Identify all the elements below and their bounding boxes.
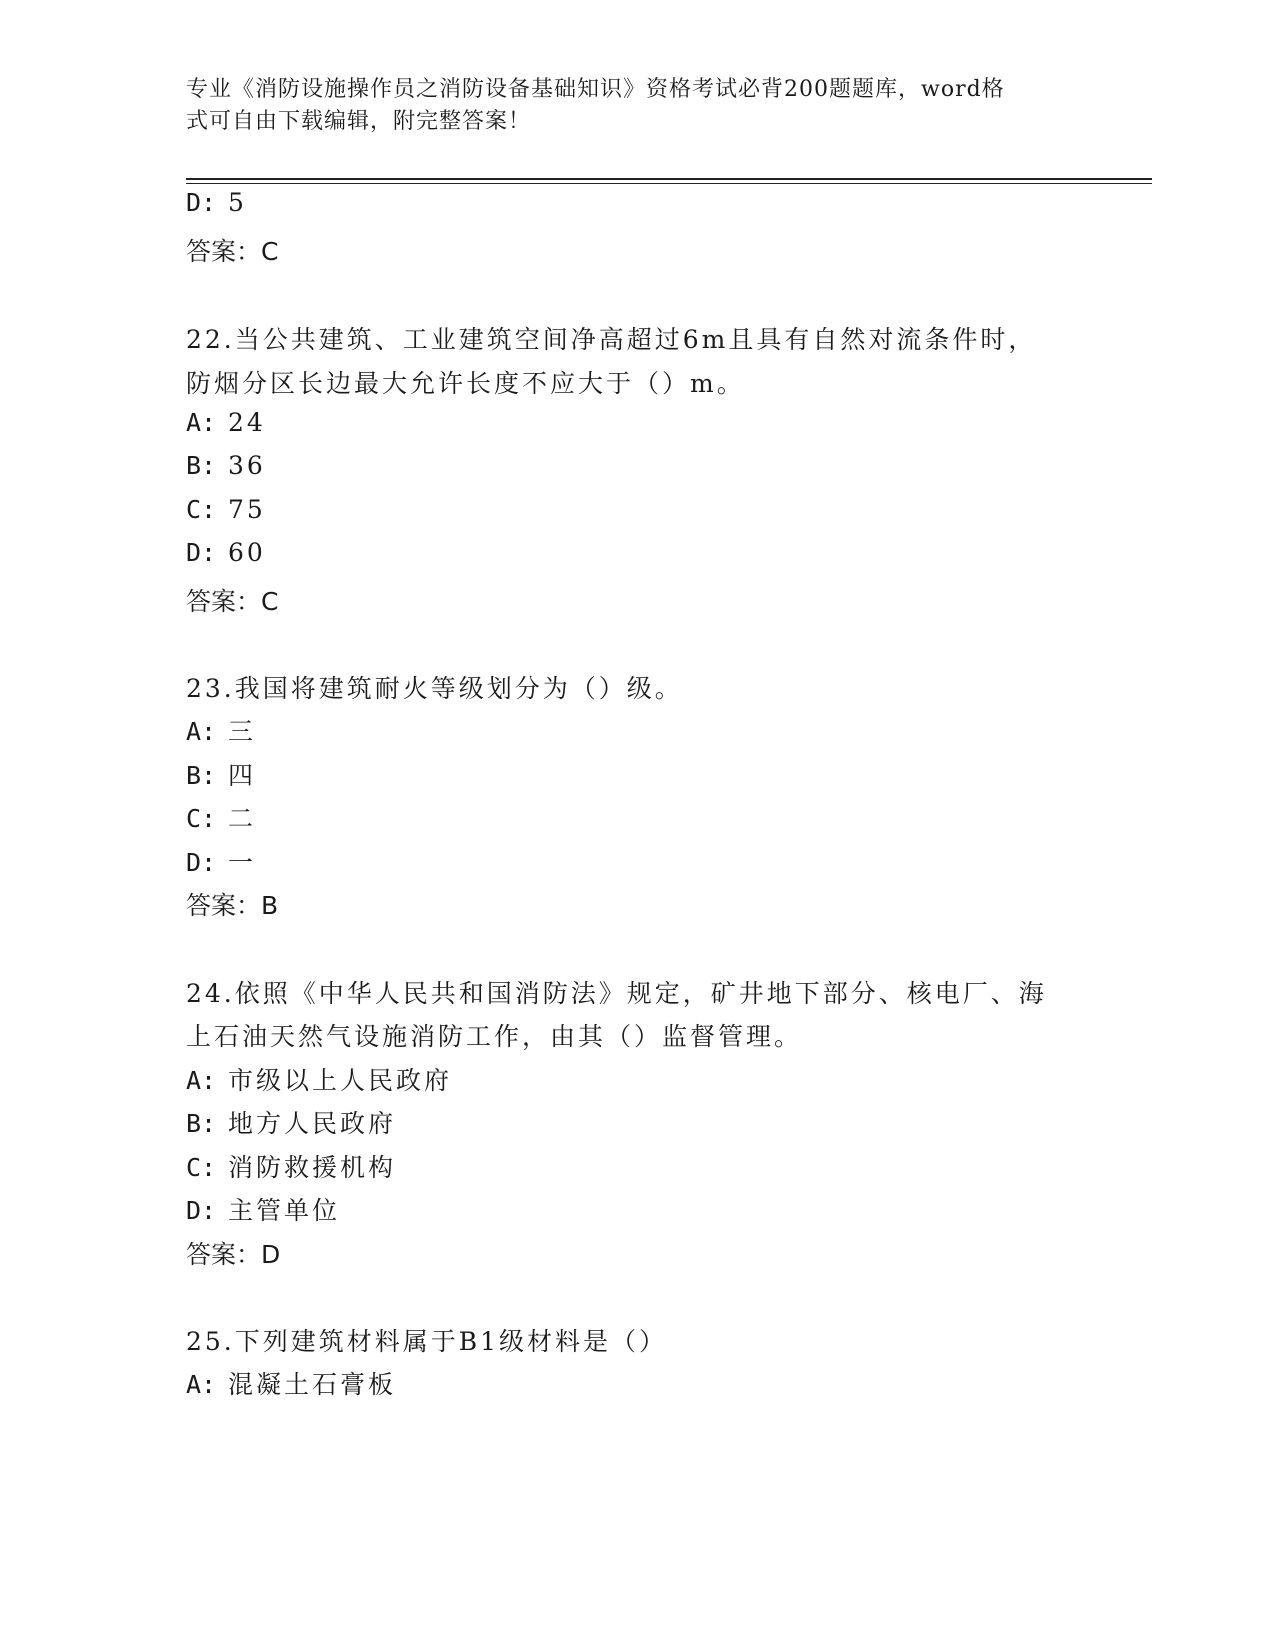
header-divider-thick <box>186 178 1152 180</box>
q25-option-a-label: A: <box>186 1370 217 1399</box>
q22-option-c-text: 75 <box>228 495 266 524</box>
q24-stem-line-1: 24.依照《中华人民共和国消防法》规定，矿井地下部分、核电厂、海 <box>186 979 1047 1008</box>
q21-option-d-text: 5 <box>228 188 247 217</box>
q24-option-a-label: A: <box>186 1066 217 1095</box>
q21-option-d-label: D: <box>186 188 217 217</box>
document-header <box>186 74 1066 138</box>
q24-option-d <box>186 1191 340 1227</box>
q22-option-a-label: A: <box>186 408 217 437</box>
q23-option-b <box>186 756 256 792</box>
q24-option-a <box>186 1061 452 1097</box>
q23-answer: 答案：B <box>186 891 279 920</box>
q24-option-c <box>186 1148 396 1184</box>
q22-option-c-label: C: <box>186 495 217 524</box>
q24-option-c-text: 消防救援机构 <box>228 1153 397 1182</box>
q22-option-d-text: 60 <box>228 538 266 567</box>
q24-stem-line-2: 上石油天然气设施消防工作，由其（）监督管理。 <box>186 1022 803 1051</box>
q23-option-a <box>186 712 256 748</box>
q23-option-d-text: 一 <box>228 848 257 877</box>
q24-option-b-label: B: <box>186 1109 217 1138</box>
q23-option-c-text: 二 <box>228 804 257 833</box>
q22-stem-line-2: 防烟分区长边最大允许长度不应大于（）m。 <box>186 369 745 398</box>
header-line-1: 专业《消防设施操作员之消防设备基础知识》资格考试必背200题题库，word格 <box>186 77 1005 102</box>
q23-stem-line-1: 23.我国将建筑耐火等级划分为（）级。 <box>186 674 683 703</box>
q24-option-c-label: C: <box>186 1153 217 1182</box>
q22-option-d-label: D: <box>186 538 217 567</box>
q25-option-a <box>186 1365 396 1401</box>
q22-answer: 答案：C <box>186 587 279 616</box>
q22-option-b-text: 36 <box>228 451 266 480</box>
q23-option-c-label: C: <box>186 804 217 833</box>
q24-option-a-text: 市级以上人民政府 <box>228 1066 453 1095</box>
q22-option-a <box>186 408 266 437</box>
q22-option-a-text: 24 <box>228 408 266 437</box>
q24-option-d-text: 主管单位 <box>228 1196 341 1225</box>
q22-option-d <box>186 538 266 567</box>
q25-stem-line-1: 25.下列建筑材料属于B1级材料是（） <box>186 1327 668 1356</box>
q23-option-d <box>186 843 256 879</box>
q25-option-a-text: 混凝土石膏板 <box>228 1370 397 1399</box>
header-divider-thin <box>186 183 1152 184</box>
q24-answer: 答案：D <box>186 1240 281 1269</box>
q22-option-b-label: B: <box>186 451 217 480</box>
q23-option-c <box>186 799 256 835</box>
q23-option-b-text: 四 <box>228 761 257 790</box>
q24-option-b-text: 地方人民政府 <box>228 1109 397 1138</box>
q23-option-a-label: A: <box>186 717 217 746</box>
q22-option-c <box>186 495 266 524</box>
q22-stem-line-1: 22.当公共建筑、工业建筑空间净高超过6m且具有自然对流条件时， <box>186 325 1037 354</box>
q23-option-d-label: D: <box>186 848 217 877</box>
q24-option-d-label: D: <box>186 1196 217 1225</box>
q24-option-b <box>186 1104 396 1140</box>
header-line-2: 式可自由下载编辑，附完整答案！ <box>186 109 532 134</box>
q21-option-d <box>186 188 247 217</box>
q21-answer: 答案：C <box>186 237 279 266</box>
q23-option-a-text: 三 <box>228 717 257 746</box>
q22-option-b <box>186 451 266 480</box>
q23-option-b-label: B: <box>186 761 217 790</box>
